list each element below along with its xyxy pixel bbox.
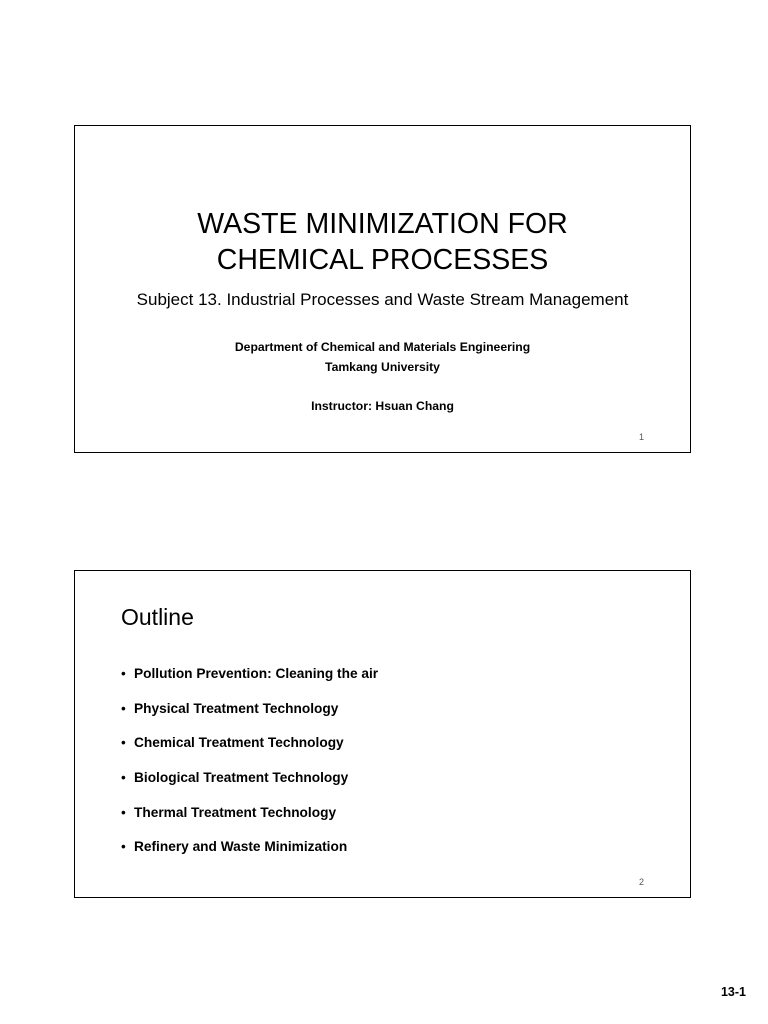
instructor-name: Instructor: Hsuan Chang [311, 399, 454, 413]
list-item-label: Chemical Treatment Technology [134, 735, 344, 751]
list-item [121, 768, 378, 803]
slide-title-line-1: WASTE MINIMIZATION FOR [197, 208, 568, 240]
list-item-label: Physical Treatment Technology [134, 700, 339, 716]
list-item [121, 664, 378, 699]
slide-title [75, 206, 690, 278]
university-name: Tamkang University [325, 360, 440, 374]
affiliation [75, 337, 690, 377]
list-item-label: Pollution Prevention: Cleaning the air [134, 666, 379, 681]
slide-title-line-2: CHEMICAL PROCESSES [216, 244, 549, 276]
list-item [121, 733, 378, 768]
slide-2 [74, 570, 691, 898]
list-item [121, 803, 378, 838]
slide-number: 2 [638, 877, 644, 887]
slide-1 [74, 125, 691, 453]
bullet-icon: • [121, 770, 126, 786]
slide-subtitle: Subject 13. Industrial Processes and Waste Stream Management [136, 290, 629, 309]
list-item-label: Thermal Treatment Technology [134, 804, 337, 820]
bullet-icon: • [121, 700, 126, 716]
department-name: Department of Chemical and Materials Engineering [234, 340, 531, 354]
bullet-icon: • [121, 735, 126, 751]
list-item-label: Biological Treatment Technology [134, 770, 349, 786]
list-item [121, 699, 378, 734]
page-number: 13-1 [720, 985, 746, 999]
list-item [121, 837, 378, 872]
bullet-icon: • [121, 804, 126, 820]
outline-list [121, 664, 378, 872]
slide-number: 1 [638, 432, 644, 442]
list-item-label: Refinery and Waste Minimization [134, 839, 348, 855]
bullet-icon: • [121, 839, 126, 855]
outline-heading: Outline [121, 604, 194, 630]
bullet-icon: • [121, 666, 126, 681]
